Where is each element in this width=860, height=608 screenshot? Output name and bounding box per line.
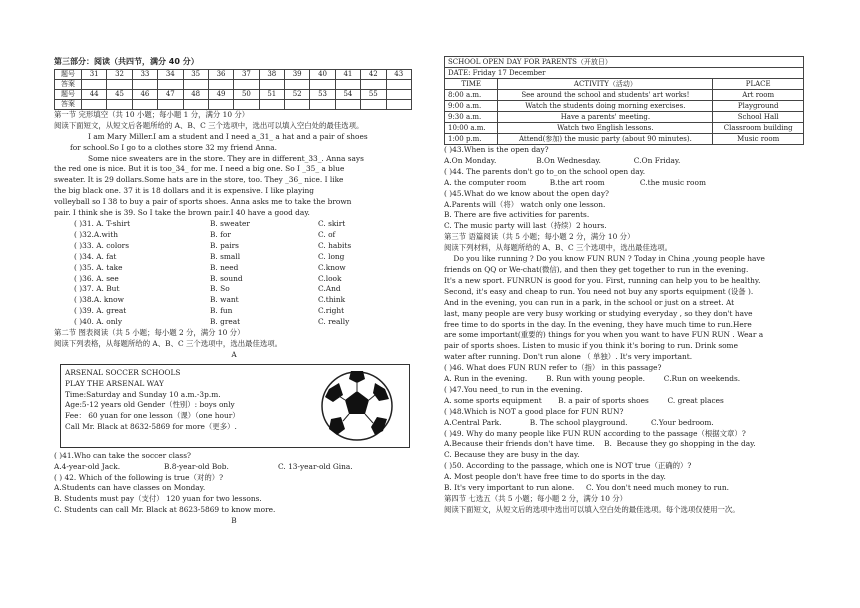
passage-line: sweater. It is 29 dollars.Some hats are in the store, too. They _36_ nice. I like — [54, 175, 344, 185]
section1-title: 第一节 完形填空（共 10 小题；每小题 1 分，满分 10 分） — [54, 109, 250, 119]
answer-table — [54, 69, 412, 110]
question-48: ( )48.Which is NOT a good place for FUN RUN? — [444, 406, 624, 416]
right-text-block — [444, 145, 804, 516]
question-44: ( )44. The parents don't go to_on the school open day. — [444, 166, 646, 176]
ad-line: Fee： 60 yuan for one lesson（课）（one hour） — [65, 411, 240, 421]
question-43: ( )43.When is the open day? — [444, 145, 549, 154]
question-50-options-bc: B. It's very important to run alone. C. You don't need much money to run. — [444, 483, 730, 493]
question-41-options: A.4-year-old Jack. B.8-year-old Bob. C. 13-year-old Gina. — [54, 461, 353, 471]
question-46-options: A. Run in the evening. B. Run with young people. C.Run on weekends. — [444, 374, 741, 384]
answer-row-numbers-1: 题号 31 32 33 34 35 36 37 38 39 40 41 42 43 — [55, 69, 412, 79]
section4-instructions: 阅读下面短文，从短文后的选项中选出可以填入空白处的最佳选项。每个选项仅使用一次。 — [444, 504, 740, 514]
right-column — [444, 54, 804, 516]
option-row: ( )36. A. see B. sound C.look — [74, 273, 342, 283]
question-48-options: A.Central Park. B. The school playground. C.Your bedroom. — [444, 417, 714, 427]
answer-row-blank-1[interactable]: 答案 — [55, 79, 412, 89]
label-a: A — [231, 349, 237, 359]
question-42-option-a: A.Students can have classes on Monday. — [54, 483, 206, 493]
section4-title: 第四节 七选五（共 5 小题；每小题 2 分，满分 10 分） — [444, 494, 628, 503]
question-44-options: A. the computer room B.the art room C.the music room — [444, 177, 706, 187]
question-41: ( )41.Who can take the soccer class? — [54, 450, 191, 460]
fun-run-passage-line: And in the evening, you can run in a park, in the school or just on a street. At — [444, 297, 735, 307]
passage-line: Some nice sweaters are in the store. They are in different_33_. Anna says — [88, 153, 364, 163]
fun-run-passage-line: are some important(重要的) things for you when you want to have FUN RUN . Wear a — [444, 330, 764, 340]
question-42: ( ) 42. Which of the following is true（对的）? — [54, 472, 224, 482]
part-title: 第三部分：阅读（共四节，满分 40 分） — [54, 57, 199, 66]
answer-row-blank-2[interactable]: 答案 — [55, 99, 412, 109]
passage-line: pair. I think she is 39. So I take the brown pair.I 40 have a good day. — [54, 208, 310, 218]
option-row: ( )32.A.with B. for C. of — [74, 229, 336, 239]
question-49-options-ab: A.Because their friends don't have time. B. Because they go shopping in the day. — [444, 439, 756, 449]
option-row: ( )40. A. only B. great C. really — [74, 317, 350, 327]
left-column — [54, 57, 414, 527]
fun-run-passage-line: Do you like running ? Do you know FUN RUN ? Today in China ,young people have — [444, 254, 765, 264]
question-47-options: A. some sports equipment B. a pair of sports shoes C. great places — [444, 395, 724, 405]
fun-run-passage-line: friends on QQ or We-chat(微信), and then they get together to run in the evening. — [444, 264, 749, 274]
ad-line: Call Mr. Black at 8632-5869 for more（更多）. — [65, 422, 237, 432]
schedule-title: SCHOOL OPEN DAY FOR PARENTS（开放日） — [445, 57, 804, 68]
fun-run-passage-line: It's a new sport. FUNRUN is good for you. First, running can help you to be healthy. — [444, 275, 761, 285]
ad-line: Time:Saturday and Sunday 10 a.m.-3p.m. — [65, 389, 221, 399]
option-row: ( )38.A. know B. want C.think — [74, 295, 346, 305]
passage-line: volleyball so I 38 to buy a pair of sports shoes. Anna asks me to take the brown — [54, 197, 352, 207]
question-50: ( )50. According to the passage, which one is NOT true（正确的）? — [444, 461, 692, 471]
schedule-row: 9:30 a.m. Have a parents' meeting. School Hall — [445, 112, 804, 123]
section1-instructions: 阅读下面短文，从短文后各题所给的 A、B、C 三个选项中，选出可以填入空白处的最佳选项。 — [54, 120, 364, 130]
fun-run-passage-line: free time to do sports in the day. In the evening, they have much time to run.Here — [444, 319, 752, 329]
passage-line: the red one is nice. But it is too_34_ for me. I need a big one. So I _35_ a blue — [54, 164, 345, 174]
question-49: ( )49. Why do many people like FUN RUN according to the passage（根据文章）? — [444, 428, 746, 438]
schedule-row: 8:00 a.m. See around the school and students' art works! Art room — [445, 90, 804, 101]
option-row: ( )39. A. great B. fun C.right — [74, 306, 345, 316]
question-46: ( )46. What does FUN RUN refer to（指） in this passage? — [444, 363, 662, 373]
question-43-options: A.On Monday. B.On Wednesday. C.On Friday. — [444, 155, 681, 165]
ad-line: Age:5-12 years old Gender（性别）: boys only — [65, 400, 235, 410]
ad-text — [65, 368, 240, 433]
soccer-ball-icon — [319, 369, 395, 443]
question-50-option-a: A. Most people don't have free time to do sports in the day. — [444, 472, 666, 482]
fun-run-passage-line: last, many people are very busy working or studying everyday , so they don't have — [444, 308, 753, 318]
open-day-schedule-table — [444, 56, 804, 145]
section3-instructions: 阅读下列材料，从每题所给的 A、B、C 三个选项中，选出最佳选项。 — [444, 243, 673, 253]
passage-line: the big black one. 37 it is 18 dollars and it is expensive. I like playing — [54, 186, 315, 196]
cloze-options — [54, 219, 414, 328]
schedule-row: 1:00 p.m. Attend(参加) the music party (about 90 minutes). Music room — [445, 134, 804, 145]
passage-line: for school.So I go to a clothes store 32 my friend Anna. — [70, 142, 277, 152]
question-45: ( )45.What do we know about the open day? — [444, 188, 609, 198]
cloze-passage — [54, 132, 414, 219]
option-row: ( )31. A. T-shirt B. sweater C. skirt — [74, 218, 346, 228]
label-b: B — [231, 516, 237, 526]
answer-row-numbers-2: 题号 44 45 46 47 48 49 50 51 52 53 54 55 — [55, 89, 412, 99]
fun-run-passage-line: Second, it's easy and cheap to run. You need not buy any sports equipment (设备 ). — [444, 286, 754, 296]
ad-line: PLAY THE ARSENAL WAY — [65, 378, 164, 388]
question-45-option-b: B. There are five activities for parents. — [444, 210, 590, 220]
option-row: ( )35. A. take B. need C.know — [74, 262, 346, 272]
schedule-row: 9:00 a.m. Watch the students doing morning exercises. Playground — [445, 101, 804, 112]
fun-run-passage-line: water after running. Don't run alone （ 单独）. It's very important. — [444, 352, 693, 362]
ad-line: ARSENAL SOCCER SCHOOLS — [65, 367, 181, 377]
schedule-row: 10:00 a.m. Watch two English lessons. Classroom building — [445, 123, 804, 134]
schedule-header-row: TIME ACTIVITY（活动） PLACE — [445, 79, 804, 90]
option-row: ( )37. A. But B. So C.And — [74, 284, 341, 294]
option-row: ( )34. A. fat B. small C. long — [74, 251, 345, 261]
fun-run-passage-line: pair of sports shoes. Listen to music if you think it's boring to run. Drink some — [444, 341, 738, 351]
soccer-ad-box — [60, 364, 410, 448]
question-45-option-a: A.Parents will（将） watch only one lesson. — [444, 199, 606, 209]
question-42-option-c: C. Students can call Mr. Black at 8623-5869 to know more. — [54, 505, 276, 515]
section3-title: 第三节 语篇阅读（共 5 小题；每小题 2 分，满分 10 分） — [444, 232, 635, 242]
question-49-option-c: C. Because they are busy in the day. — [444, 450, 580, 460]
question-42-option-b: B. Students must pay（支付） 120 yuan for two lessons. — [54, 494, 262, 504]
question-47: ( )47.You need_to run in the evening. — [444, 384, 583, 394]
schedule-date: DATE: Friday 17 December — [445, 68, 804, 79]
section2-title: 第二节 图表阅读（共 5 小题；每小题 2 分，满分 10 分） — [54, 328, 245, 338]
question-45-option-c: C. The music party will last（持续）2 hours. — [444, 221, 607, 231]
option-row: ( )33. A. colors B. pairs C. habits — [74, 240, 352, 250]
section2-instructions: 阅读下列表格，从每题所给的 A、B、C 三个选项中，选出最佳选项。 — [54, 338, 283, 348]
passage-line: I am Mary Miller.I am a student and I need a_31_ a hat and a pair of shoes — [88, 131, 368, 141]
